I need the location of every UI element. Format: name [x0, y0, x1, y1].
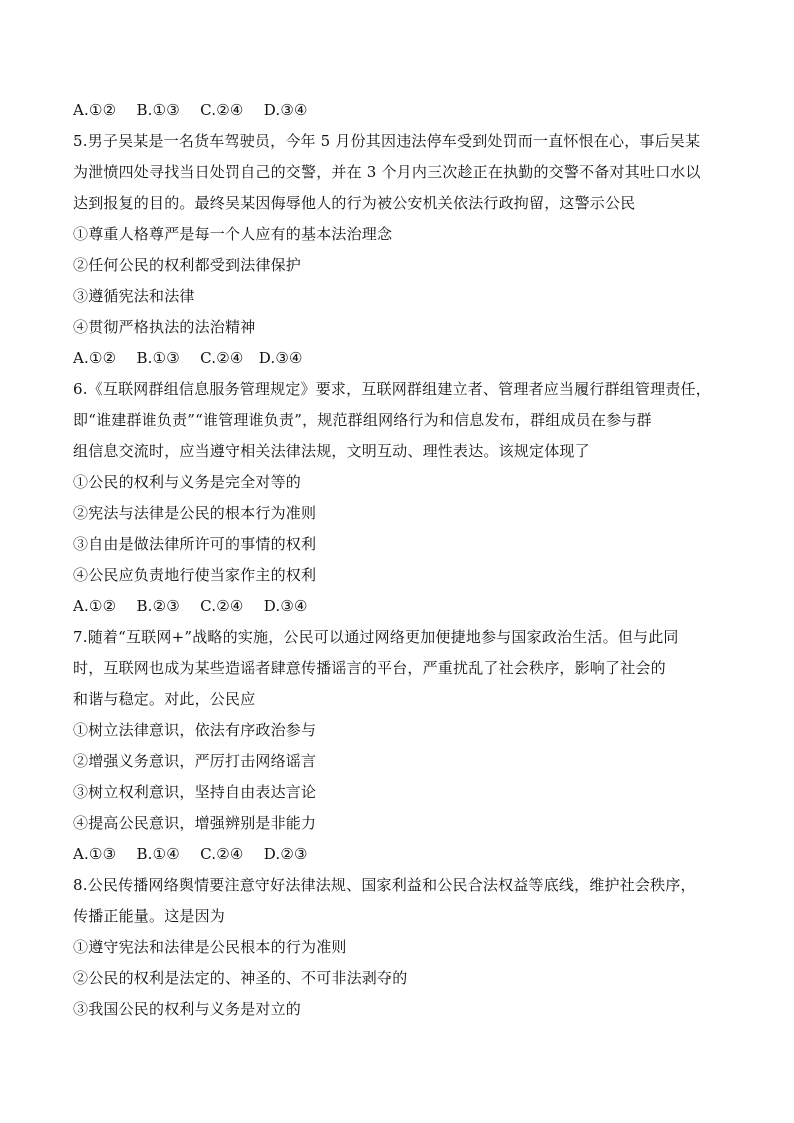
- q5-item-4: ④贯彻严格执法的法治精神: [73, 318, 256, 336]
- q8-item-1: ①遵守宪法和法律是公民根本的行为准则: [73, 938, 347, 956]
- q7-stem-line-3: 和谐与稳定。对此，公民应: [73, 690, 256, 708]
- q5-item-3: ③遵循宪法和法律: [73, 287, 195, 305]
- q8-stem-line-1: 8.公民传播网络舆情要注意守好法律法规、国家利益和公民合法权益等底线，维护社会秩序，: [73, 876, 696, 894]
- q6-item-2: ②宪法与法律是公民的根本行为准则: [73, 504, 317, 522]
- q7-options: A.①③ B.①④ C.②④ D.②③: [73, 845, 308, 863]
- q6-item-1: ①公民的权利与义务是完全对等的: [73, 473, 302, 491]
- q7-item-4: ④提高公民意识，增强辨别是非能力: [73, 814, 317, 832]
- q7-item-2: ②增强义务意识，严厉打击网络谣言: [73, 752, 317, 770]
- q5-item-2: ②任何公民的权利都受到法律保护: [73, 256, 302, 274]
- q5-options: A.①② B.①③ C.②④ D.③④: [73, 349, 303, 367]
- q5-item-1: ①尊重人格尊严是每一个人应有的基本法治理念: [73, 225, 393, 243]
- q8-item-2: ②公民的权利是法定的、神圣的、不可非法剥夺的: [73, 969, 408, 987]
- q6-item-4: ④公民应负责地行使当家作主的权利: [73, 566, 317, 584]
- q5-stem-line-3: 达到报复的目的。最终吴某因侮辱他人的行为被公安机关依法行政拘留，这警示公民: [73, 194, 636, 212]
- q6-stem-line-3: 组信息交流时，应当遵守相关法律法规，文明互动、理性表达。该规定体现了: [73, 442, 590, 460]
- q7-stem-line-1: 7.随着“互联网+”战略的实施，公民可以通过网络更加便捷地参与国家政治生活。但与此同: [73, 628, 679, 646]
- q6-options: A.①② B.②③ C.②④ D.③④: [73, 597, 308, 615]
- q6-item-3: ③自由是做法律所许可的事情的权利: [73, 535, 317, 553]
- q4-options: A.①② B.①③ C.②④ D.③④: [73, 101, 308, 119]
- q5-stem-line-2: 为泄愤四处寻找当日处罚自己的交警，并在 3 个月内三次趁正在执勤的交警不备对其吐口水以: [73, 163, 701, 181]
- q6-stem-line-1: 6.《互联网群组信息服务管理规定》要求，互联网群组建立者、管理者应当履行群组管理责任，: [73, 380, 711, 398]
- q8-item-3: ③我国公民的权利与义务是对立的: [73, 1000, 302, 1018]
- q6-stem-line-2: 即“谁建群谁负责”“谁管理谁负责”，规范群组网络行为和信息发布，群组成员在参与群: [73, 411, 652, 429]
- document-page: [73, 95, 733, 1025]
- q7-item-3: ③树立权利意识，坚持自由表达言论: [73, 783, 317, 801]
- q5-stem-line-1: 5.男子吴某是一名货车驾驶员，今年 5 月份其因违法停车受到处罚而一直怀恨在心，事后吴某: [73, 132, 701, 150]
- q8-stem-line-2: 传播正能量。这是因为: [73, 907, 226, 925]
- q7-item-1: ①树立法律意识，依法有序政治参与: [73, 721, 317, 739]
- q7-stem-line-2: 时，互联网也成为某些造谣者肆意传播谣言的平台，严重扰乱了社会秩序，影响了社会的: [73, 659, 666, 677]
